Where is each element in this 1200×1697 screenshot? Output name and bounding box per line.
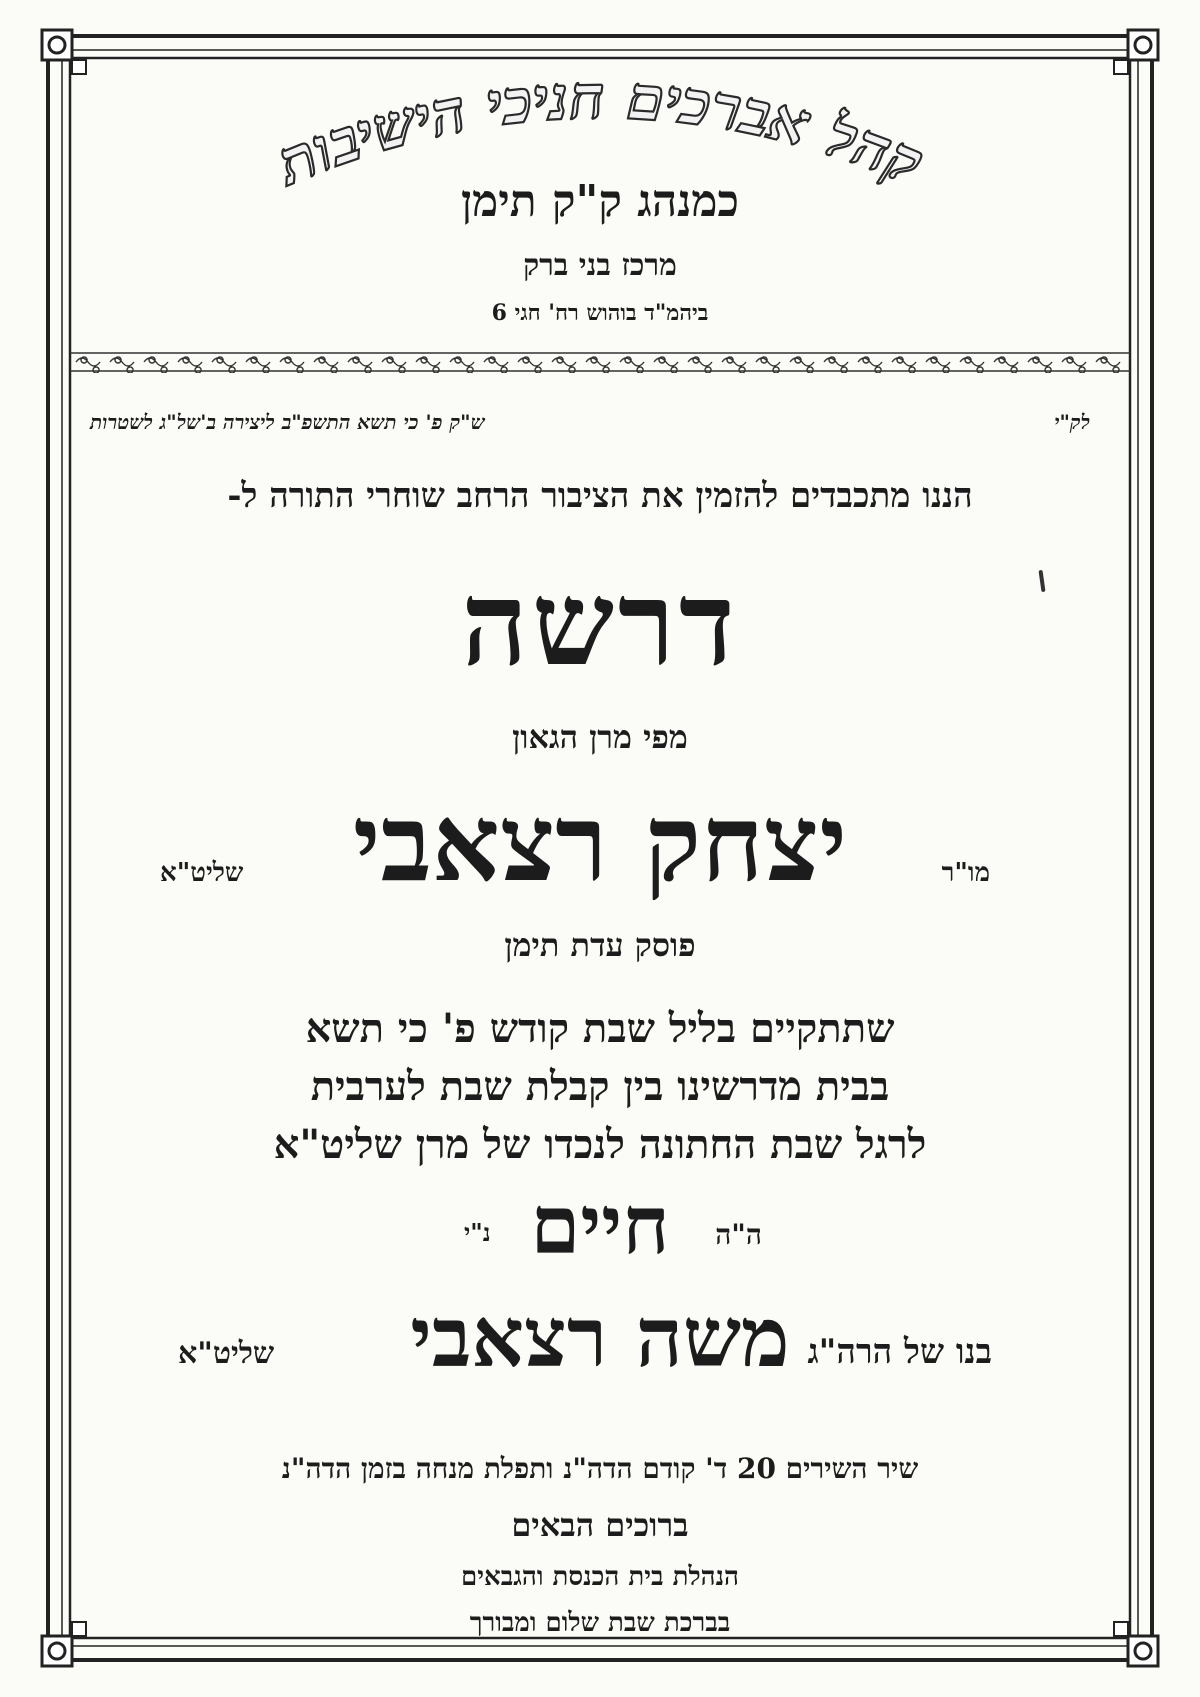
synagogue-address: ביהמ"ד בוהוש רח' חגי 6 [491,300,709,326]
shabbat-blessing: בברכת שבת שלום ומבורך [469,1608,731,1638]
event-details [40,1000,1160,1174]
father-row [40,1290,1160,1390]
poster-frame [40,28,1160,1668]
rabbi-title: מו"ר [941,858,990,888]
notice-row [80,410,1120,440]
groom-name: חיים [530,1178,670,1272]
lk-mark: לק"י [1054,410,1090,434]
groom-suffix: נ"י [464,1218,491,1247]
groom-row [40,1178,1160,1272]
father-prefix: בנו של הרה"ג [807,1332,992,1372]
rabbi-name-row [40,780,1160,920]
community-custom: כמנהג ק"ק תימן [460,176,740,227]
father-honorific: שליט"א [178,1336,275,1371]
detail-line: שתתקיים בליל שבת קודש פ' כי תשא [305,1005,895,1052]
org-name: קהל אברכים חניכי הישיבות [267,68,933,200]
detail-line: בבית מדרשינו בין קבלת שבת לערבית [310,1063,890,1110]
management-signature: הנהלת בית הכנסת והגבאים [461,1562,739,1592]
rabbi-honorific: שליט"א [160,858,244,888]
main-title: דרשה [461,556,739,692]
speaker-intro: מפי מרן הגאון [512,718,688,756]
rabbi-name: יצחק רצאבי [352,780,848,905]
rabbi-role: פוסק עדת תימן [504,926,696,964]
community-city: מרכז בני ברק [523,248,677,283]
detail-line: לרגל שבת החתונה לנכדו של מרן שליט"א [273,1121,927,1168]
songs-schedule: שיר השירים 20 ד' קודם הדה"נ ותפלת מנחה בזמן הדה"נ [281,1452,919,1485]
week-date: ש"ק פ' כי תשא התשפ"ב ליצירה ב'של"ג לשטרות [90,410,485,434]
groom-prefix: ה"ה [715,1218,762,1251]
welcome-line: ברוכים הבאים [511,1506,689,1544]
father-name: משה רצאבי [410,1290,790,1386]
ornamental-divider [70,351,1130,373]
invitation-line: הננו מתכבדים להזמין את הציבור הרחב שוחרי התורה ל- [227,476,973,516]
